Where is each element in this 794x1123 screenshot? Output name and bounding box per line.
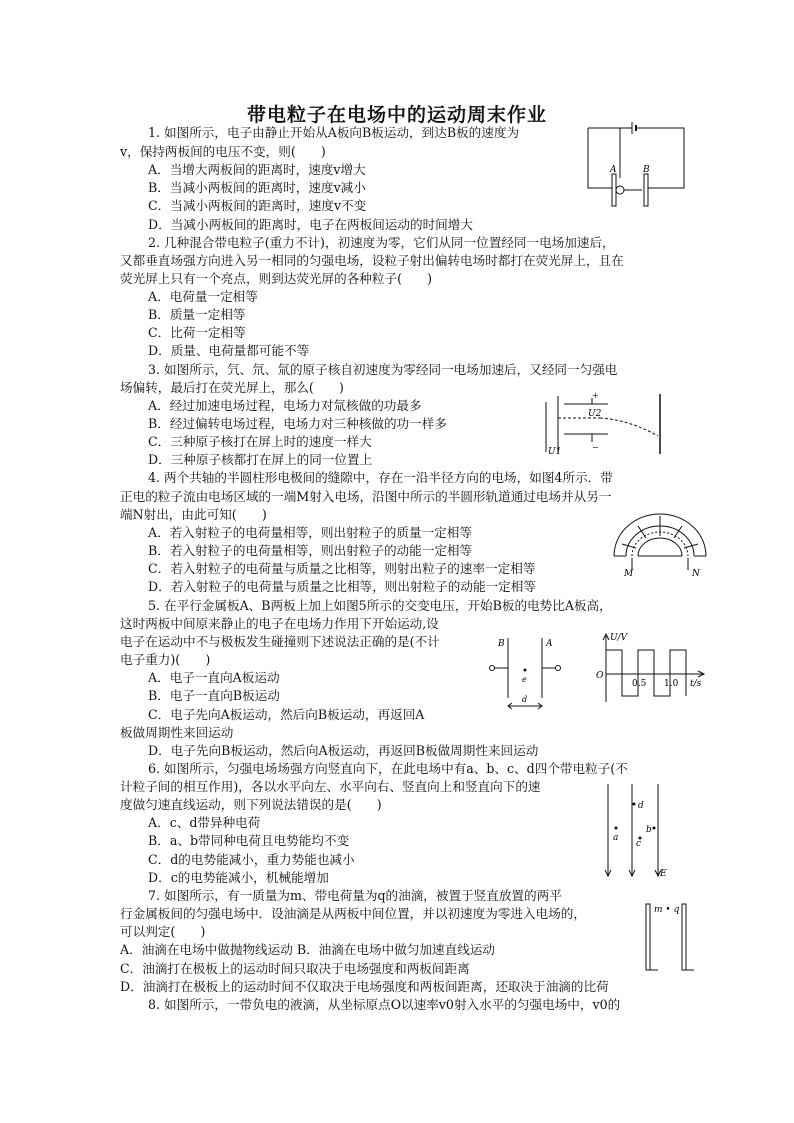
q4-stem-line3: 端N射出，由此可知( ) [120,507,267,522]
q1-option-d: D．当减小两板间的距离时，电子在两板间运动的时间增大 [148,217,473,232]
q5-graph-xlabel: t/s [690,679,702,689]
q5-graph-tick-05: 0.5 [632,679,647,689]
q1-option-b: B．当减小两板间的距离时，速度v减小 [148,180,366,195]
q4-option-d: D．若入射粒子的电荷量与质量之比相等，则出射粒子的动能一定相等 [148,579,536,594]
q3-u2-label: U2 [588,409,602,419]
q7-plates-diagram [640,896,700,976]
q7-stem-line2: 行金属板间的匀强电场中．设油滴是从两板中间位置，并以初速度为零进入电场的， [120,906,586,921]
q5-option-c-line2: 板做周期性来回运动 [120,725,234,740]
q5-graph-ylabel: U/V [610,633,628,643]
q3-minus-sign: − [592,443,599,452]
q5-stem-line2: 这时两板中间原来静止的电子在电场力作用下开始运动,设 [120,616,439,631]
q5-graph-origin: O [596,671,604,681]
q5-option-a: A．电子一直向A板运动 [148,670,280,685]
q5-option-b: B．电子一直向B板运动 [148,688,280,703]
q6-stem-line1: 6. 如图所示，匀强电场场强方向竖直向下，在此电场中有a、b、c、d四个带电粒子(不 [148,761,628,776]
q5-stem-line1: 5. 在平行金属板A、B两板上加上如图5所示的交变电压，开始B板的电势比A板高， [148,598,612,613]
q5-electron-label: e [522,675,527,684]
page-title: 带电粒子在电场中的运动周末作业 [246,104,547,126]
q4-stem-line2: 正电的粒子流由电场区域的一端M射入电场，沿图中所示的半圆形轨道通过电场并从另一 [120,489,612,504]
q3-stem-line2: 场偏转，最后打在荧光屏上，那么( ) [120,380,344,395]
q2-option-c: C．比荷一定相等 [148,325,246,340]
q1-option-a: A．当增大两板间的距离时，速度v增大 [148,162,366,177]
q7-oil-drop-label: m • q [654,905,680,915]
q2-stem-line3: 荧光屏上只有一个亮点，则到达荧光屏的各种粒子( ) [120,271,433,286]
q1-stem-line1: 1. 如图所示，电子由静止开始从A板向B板运动，到达B板的速度为 [148,125,520,140]
q2-stem-line2: 又都垂直场强方向进入另一相同的匀强电场，设粒子射出偏转电场时都打在荧光屏上，且在 [120,253,624,268]
q6-option-c: C．d的电势能减小，重力势能也减小 [148,852,355,867]
q7-option-c: C．油滴打在极板上的运动时间只取决于电场强度和两板间距离 [120,961,470,976]
q5-distance-label: d [522,695,528,704]
q3-plus-sign: + [592,392,599,400]
q1-option-c: C．当减小两板间的距离时，速度v不变 [148,198,367,213]
q4-stem-line1: 4. 两个共轴的半圆柱形电极间的缝隙中，存在一沿半径方向的电场，如图4所示．带 [148,470,613,485]
q4-n-label: N [692,569,700,578]
q1-plate-b-label: B [643,165,650,175]
q5-stem-line3: 电子在运动中不与极板发生碰撞则下述说法正确的是(不计 [120,634,440,649]
q3-option-c: C．三种原子核打在屏上时的速度一样大 [148,434,372,449]
q7-stem-line1: 7. 如图所示，有一质量为m、带电荷量为q的油滴，被置于竖直放置的两平 [148,888,562,903]
q5-voltage-graph [592,630,708,710]
q5-option-d: D．电子先向B板运动，然后向A板运动，再返回B板做周期性来回运动 [148,743,539,758]
q4-option-b: B．若入射粒子的电荷量相等，则出射粒子的动能一定相等 [148,543,473,558]
q6-option-b: B．a、b带同种电荷且电势能均不变 [148,833,350,848]
q6-option-a: A．c、d带异种电荷 [148,815,261,830]
q6-particle-b: b [646,825,652,835]
q3-stem-line1: 3. 如图所示，氕、氘、氚的原子核自初速度为零经同一电场加速后，又经同一匀强电 [148,362,618,377]
q3-option-b: B．经过偏转电场过程，电场力对三种核做的功一样多 [148,416,447,431]
q2-stem-line1: 2. 几种混合带电粒子(重力不计)，初速度为零，它们从同一位置经同一电场加速后， [148,235,615,250]
q1-circuit-diagram [580,118,692,216]
q2-option-a: A．电荷量一定相等 [148,289,258,304]
q5-plates-diagram [486,630,576,716]
q6-stem-line2: 计粒子间的相互作用)，各以水平向左、水平向右、竖直向上和竖直向下的速 [120,779,541,794]
q8-stem-line1: 8. 如图所示，一带负电的液滴，从坐标原点O以速率v0射入水平的匀强电场中，v0的 [148,997,621,1012]
q6-stem-line3: 度做匀速直线运动，则下列说法错误的是( ) [120,797,382,812]
q3-option-d: D．三种原子核都打在屏上的同一位置上 [148,452,373,467]
q6-field-diagram [600,780,670,880]
q4-semicylinder-diagram [608,506,712,578]
q6-particle-d: d [638,801,644,811]
q6-option-d: D．c的电势能减小，机械能增加 [148,870,329,885]
q2-option-d: D．质量、电荷量都可能不等 [148,343,310,358]
q4-option-a: A．若入射粒子的电荷量相等，则出射粒子的质量一定相等 [148,525,472,540]
q3-accelerator-diagram [540,392,680,464]
q5-plate-a-label: A [546,639,553,649]
q1-stem-line2: v，保持两板间的电压不变，则( ) [120,144,326,159]
q5-graph-tick-10: 1.0 [664,679,679,689]
q6-field-e-label: E [660,869,667,879]
q1-plate-a-label: A [610,165,617,175]
q5-option-c-line1: C．电子先向A板运动，然后向B板运动，再返回A [148,707,425,722]
q3-option-a: A．经过加速电场过程，电场力对氚核做的功最多 [148,398,422,413]
q7-option-ab: A．油滴在电场中做抛物线运动 B．油滴在电场中做匀加速直线运动 [120,942,495,957]
q7-stem-line3: 可以判定( ) [120,924,206,939]
q6-particle-c: c [636,839,642,849]
q3-u1-label: U1 [548,447,562,457]
q2-option-b: B．质量一定相等 [148,307,246,322]
q5-stem-line4: 电子重力)( ) [120,652,211,667]
q4-m-label: M [624,569,634,578]
q6-particle-a: a [613,833,619,843]
q7-option-d: D．油滴打在极板上的运动时间不仅取决于电场强度和两板间距离，还取决于油滴的比荷 [120,979,609,994]
q4-option-c: C．若入射粒子的电荷量与质量之比相等，则射出粒子的速率一定相等 [148,561,536,576]
q5-plate-b-label: B [498,639,505,649]
